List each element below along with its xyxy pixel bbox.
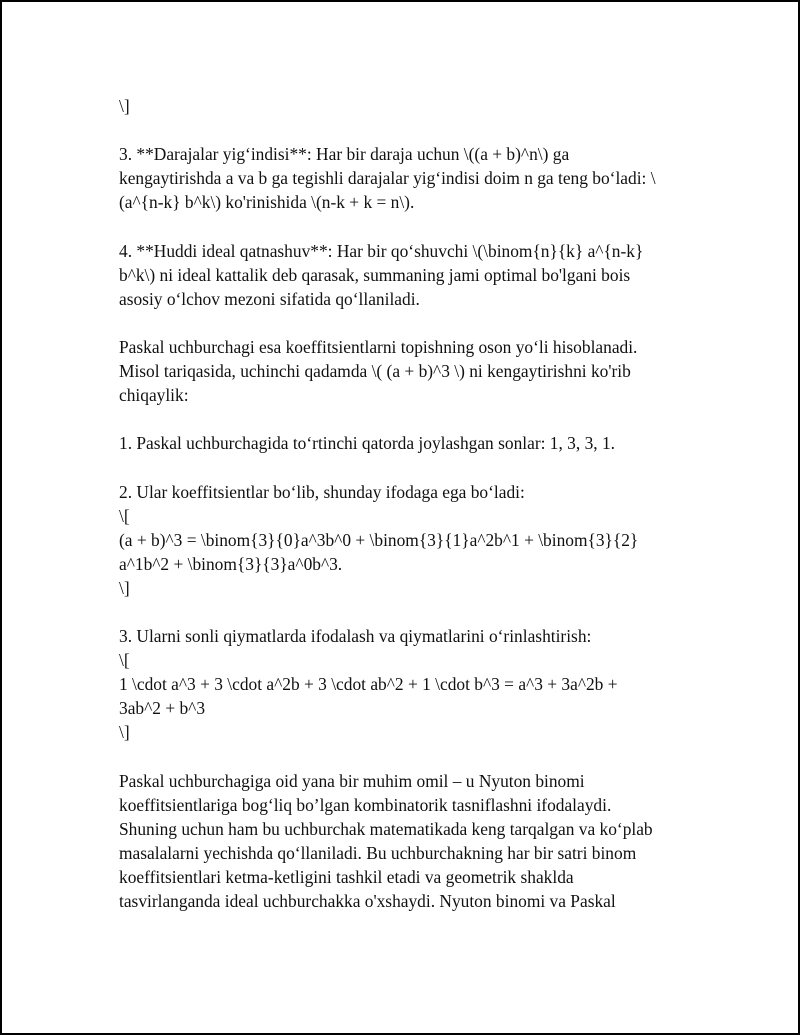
paragraph-gap: [119, 214, 689, 238]
text-line: 3. **Darajalar yig‘indisi**: Har bir daraja uchun \((a + b)^n\) ga: [119, 144, 570, 165]
text-line: 1. Paskal uchburchagida to‘rtinchi qatorda joylashgan sonlar: 1, 3, 3, 1.: [119, 433, 615, 454]
text-line: asosiy o‘lchov mezoni sifatida qo‘llaniladi.: [119, 288, 420, 309]
text-line: Shuning uchun ham bu uchburchak matematikada keng tarqalgan va ko‘plab: [119, 818, 653, 839]
paragraph: [119, 431, 689, 455]
text-line: Misol tariqasida, uchinchi qadamda \( (a + b)^3 \) ni kengaytirishni ko'rib: [119, 361, 631, 382]
paragraph: [119, 335, 689, 407]
text-line: 2. Ular koeffitsientlar bo‘lib, shunday ifodaga ega bo‘ladi:: [119, 481, 525, 502]
document-body: [119, 94, 689, 913]
text-line: 1 \cdot a^3 + 3 \cdot a^2b + 3 \cdot ab^2 + 1 \cdot b^3 = a^3 + 3a^2b +: [119, 674, 618, 695]
text-line: a^1b^2 + \binom{3}{3}a^0b^3.: [119, 553, 343, 574]
text-line: \[: [119, 505, 130, 526]
text-line: Paskal uchburchagi esa koeffitsientlarni topishning oson yo‘li hisoblanadi.: [119, 336, 638, 357]
paragraph-gap: [119, 118, 689, 142]
text-line: 3ab^2 + b^3: [119, 698, 206, 719]
text-line: masalalarni yechishda qo‘llaniladi. Bu uchburchakning har bir satri binom: [119, 842, 637, 863]
paragraph-gap: [119, 455, 689, 479]
paragraph: [119, 624, 689, 744]
text-line: \]: [119, 96, 130, 116]
paragraph-gap: [119, 745, 689, 769]
text-line: chiqaylik:: [119, 385, 189, 406]
text-line: koeffitsientlari ketma-ketligini tashkil etadi va geometrik shaklda: [119, 867, 574, 887]
text-line: (a + b)^3 = \binom{3}{0}a^3b^0 + \binom{3}{1}a^2b^1 + \binom{3}{2}: [119, 529, 639, 550]
text-line: \]: [119, 722, 130, 743]
paragraph: [119, 94, 689, 118]
text-line: 4. **Huddi ideal qatnashuv**: Har bir qo‘shuvchi \(\binom{n}{k} a^{n-k}: [119, 240, 644, 261]
paragraph: [119, 769, 689, 914]
text-line: koeffitsientlariga bog‘liq bo’lgan kombinatorik tasniflashni ifodalaydi.: [119, 794, 612, 815]
text-line: tasvirlanganda ideal uchburchakka o'xshaydi. Nyuton binomi va Paskal: [119, 891, 616, 912]
text-line: b^k\) ni ideal kattalik deb qarasak, summaning jami optimal bo'lgani bois: [119, 264, 631, 285]
paragraph-gap: [119, 407, 689, 431]
text-line: kengaytirishda a va b ga tegishli darajalar yig‘indisi doim n ga teng bo‘ladi: \: [119, 168, 656, 189]
text-line: (a^{n-k} b^k\) ko'rinishida \(n-k + k = n\).: [119, 192, 415, 213]
text-line: \]: [119, 577, 130, 598]
paragraph: [119, 142, 689, 214]
paragraph: [119, 239, 689, 311]
paragraph-gap: [119, 600, 689, 624]
text-line: \[: [119, 650, 130, 671]
text-line: 3. Ularni sonli qiymatlarda ifodalash va qiymatlarini o‘rinlashtirish:: [119, 626, 592, 647]
text-line: Paskal uchburchagiga oid yana bir muhim omil – u Nyuton binomi: [119, 770, 585, 791]
paragraph-gap: [119, 311, 689, 335]
paragraph: [119, 480, 689, 600]
